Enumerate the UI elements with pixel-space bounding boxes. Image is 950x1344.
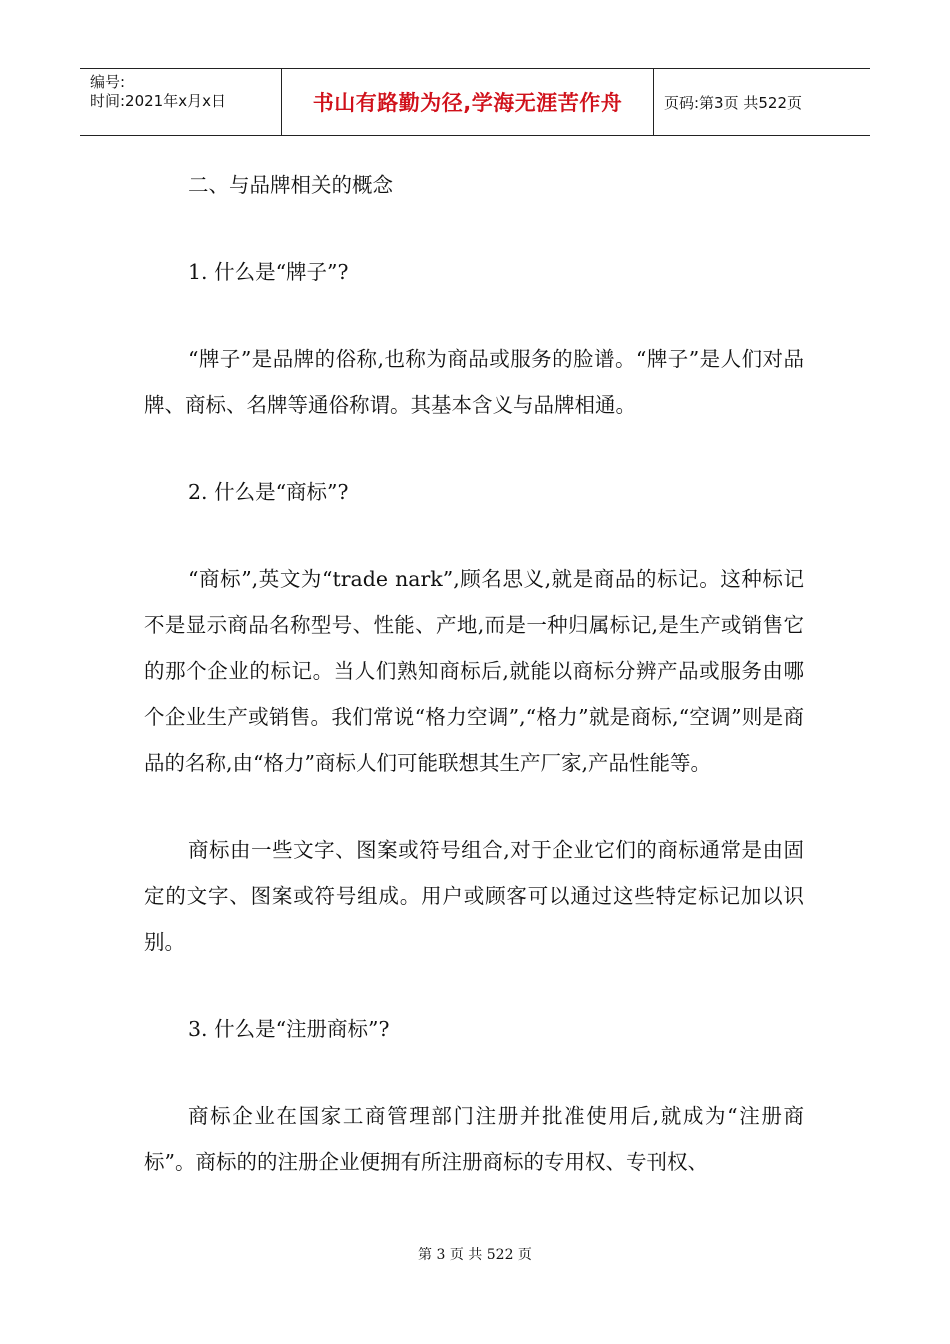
paragraph-2: “商标”,英文为“trade nark”,顾名思义,就是商品的标记。这种标记不是显示商品名称型号、性能、产地,而是一种归属标记,是生产或销售它的那个企业的标记。当人们熟知商标后,就能以商标分辨产品或服务由哪个企业生产或销售。我们常说“格力空调”,“格力”就是商标,“空调”则是商品的名称,由“格力”商标人们可能联想其生产厂家,产品性能等。 xyxy=(144,567,804,775)
paragraph-4: 商标企业在国家工商管理部门注册并批准使用后,就成为“注册商标”。商标的的注册企业便拥有所注册商标的专用权、专刊权、 xyxy=(144,1104,804,1174)
page-footer: 第 3 页 共 522 页 xyxy=(418,1247,532,1263)
document-body xyxy=(144,162,804,1226)
header-motto: 书山有路勤为径,学海无涯苦作舟 xyxy=(282,69,654,135)
number-label: 编号: xyxy=(90,73,126,91)
section-title: 二、与品牌相关的概念 xyxy=(188,173,393,197)
header-left-cell xyxy=(80,69,282,135)
header-page-info: 页码:第3页 共522页 xyxy=(664,93,802,112)
time-label: 时间:2021年x月x日 xyxy=(90,92,226,110)
question-2: 2. 什么是“商标”? xyxy=(188,480,349,504)
paragraph-1: “牌子”是品牌的俗称,也称为商品或服务的脸谱。“牌子”是人们对品牌、商标、名牌等通俗称谓。其基本含义与品牌相通。 xyxy=(144,347,804,417)
question-1: 1. 什么是“牌子”? xyxy=(188,260,349,284)
paragraph-3: 商标由一些文字、图案或符号组合,对于企业它们的商标通常是由固定的文字、图案或符号组成。用户或顾客可以通过这些特定标记加以识别。 xyxy=(144,838,804,954)
document-header xyxy=(80,68,870,136)
question-3: 3. 什么是“注册商标”? xyxy=(188,1017,390,1041)
